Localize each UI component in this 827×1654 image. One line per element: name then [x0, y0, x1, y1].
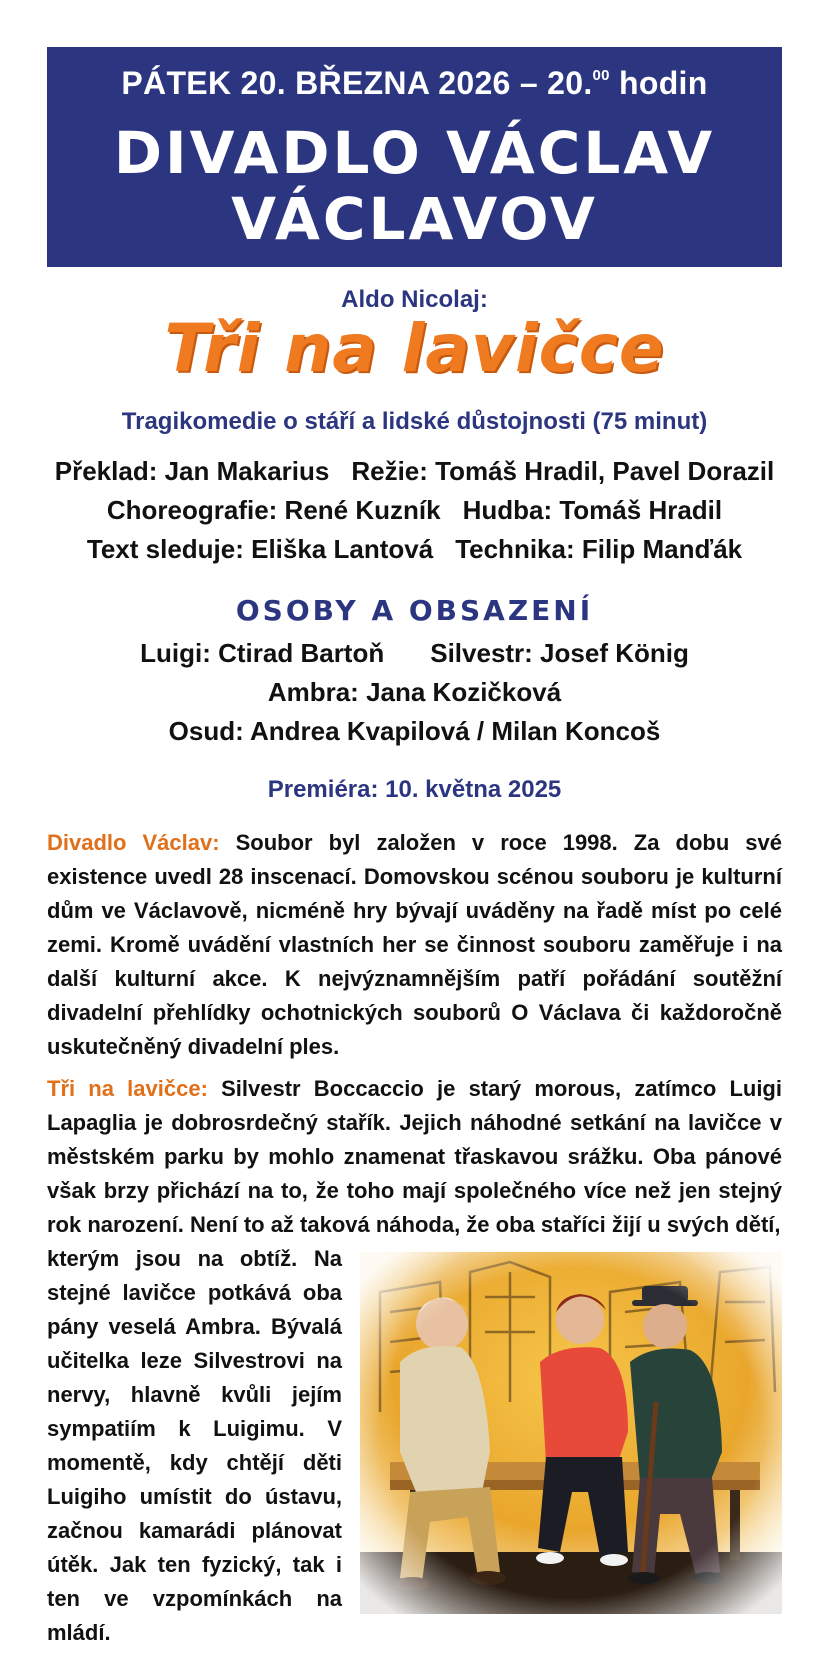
about-play-continued: kterým jsou na obtíž. Na stejné lavičce potkává oba pány veselá Ambra. Bývalá učitelka leze Silvestrovi na nervy, hlavně kvůli jejím sympatiím k Luigimu. V momentě, kdy chtějí děti Luigiho umístit do ústavu, začnou kamarádi plánovat útěk. Jak ten fyzický, tak i ten ve vzpomínkách na mládí. [47, 1246, 342, 1645]
about-company-paragraph [47, 826, 782, 1064]
cast-ambra: Ambra: Jana Kozičková [267, 677, 562, 707]
credits-line-1 [47, 452, 782, 491]
prompter-credit: Text sleduje: Eliška Lantová [86, 534, 434, 564]
premiere-date: Premiéra: 10. května 2025 [267, 776, 562, 803]
credits-line-2 [47, 491, 782, 530]
cast-silvestr: Silvestr: Josef König [430, 638, 689, 668]
direction-credit: Režie: Tomáš Hradil, Pavel Dorazil [351, 456, 775, 486]
cast-line-1 [47, 634, 782, 673]
cast-list [47, 634, 782, 751]
choreography-credit: Choreografie: René Kuzník [106, 495, 441, 525]
about-company-text: Soubor byl založen v roce 1998. Za dobu své existence uvedl 28 inscenací. Domovskou scénou souboru je kulturní dům ve Václavově, nicméně hry bývají uváděny na řadě míst po celé zemi. Kromě uvádění vlastních her se činnost souboru zaměřuje i na další kulturní akce. K nejvýznamnějším patří pořádání soutěžní divadelní přehlídky ochotnických souborů O Václava či každoročně uskutečněný divadelní ples. [47, 830, 782, 1059]
event-date: PÁTEK 20. BŘEZNA 2026 – 20.00 hodin [121, 65, 708, 101]
company-name-line2: VÁCLAVOV [231, 185, 598, 253]
credits-line-3 [47, 530, 782, 569]
about-play-lead: Tři na lavičce: [47, 1076, 208, 1101]
music-credit: Hudba: Tomáš Hradil [462, 495, 723, 525]
cast-osud: Osud: Andrea Kvapilová / Milan Koncoš [168, 716, 661, 746]
play-title: Tři na lavičce [164, 310, 665, 387]
cast-heading: OSOBY A OBSAZENÍ [235, 594, 594, 627]
technical-credit: Technika: Filip Manďák [455, 534, 743, 564]
credits-block [47, 452, 782, 569]
translation-credit: Překlad: Jan Makarius [54, 456, 330, 486]
about-play-text: Silvestr Boccaccio je starý morous, zatímco Luigi Lapaglia je dobrosrdečný stařík. Jejich náhodné setkání na lavičce v městském parku by mohlo znamenat třaskavou srážku. Oba pánové však brzy přichází na to, že toho mají společného více než jen stejný rok narození. Není to až taková náhoda, že oba staříci žijí u svých dětí, [47, 1076, 782, 1237]
header-banner [47, 47, 782, 267]
cast-luigi: Luigi: Ctirad Bartoň [140, 638, 385, 668]
play-subtitle: Tragikomedie o stáří a lidské důstojnosti (75 minut) [121, 408, 708, 435]
company-name-line1: DIVADLO VÁCLAV [113, 119, 716, 187]
play-author: Aldo Nicolaj: [341, 286, 488, 313]
about-play-paragraph [47, 1072, 782, 1242]
play-photo [360, 1252, 782, 1614]
about-company-lead: Divadlo Václav: [47, 830, 220, 855]
